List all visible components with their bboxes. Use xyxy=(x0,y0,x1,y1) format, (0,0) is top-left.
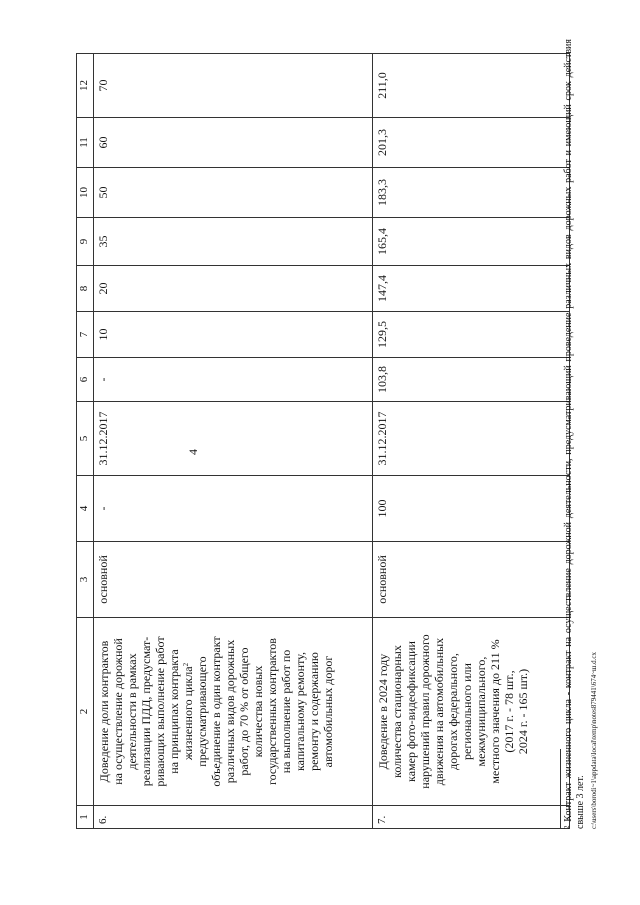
cell-value: - xyxy=(94,358,373,402)
header-cell: 3 xyxy=(77,542,94,618)
header-cell: 11 xyxy=(77,118,94,168)
header-cell: 10 xyxy=(77,168,94,218)
row-number: 6. xyxy=(94,806,373,829)
cell-base-date: 31.12.2017 xyxy=(94,402,373,476)
footnote-text: Контракт жизненного цикла - контракт на осуществление дорожной деятельности, предусматривающий проведение различных видов дорожных работ и имеющий срок действия свыше 3 лет. xyxy=(563,39,586,829)
cell-value: 10 xyxy=(94,312,373,358)
page-number: 4 xyxy=(186,449,200,455)
cell-base-value: 100 xyxy=(373,476,570,542)
cell-value: 183,3 xyxy=(373,168,570,218)
cell-value: 20 xyxy=(94,266,373,312)
cell-value: 70 xyxy=(94,54,373,118)
row-type: основной xyxy=(94,542,373,618)
row-number: 7. xyxy=(373,806,570,829)
cell-value: 35 xyxy=(94,218,373,266)
table-row xyxy=(94,54,373,829)
footnote xyxy=(563,39,587,829)
file-path-footer: c:\users\borodi~1\appdata\local\temp\notes879441\674~ш.d.сх xyxy=(590,652,598,829)
header-cell: 7 xyxy=(77,312,94,358)
cell-value: 50 xyxy=(94,168,373,218)
header-cell: 1 xyxy=(77,806,94,829)
cell-value: 129,5 xyxy=(373,312,570,358)
cell-base-value: - xyxy=(94,476,373,542)
cell-value: 211,0 xyxy=(373,54,570,118)
cell-value: 60 xyxy=(94,118,373,168)
table-row xyxy=(373,54,570,829)
cell-value: 147,4 xyxy=(373,266,570,312)
cell-value: 165,4 xyxy=(373,218,570,266)
header-row xyxy=(77,54,94,829)
header-cell: 5 xyxy=(77,402,94,476)
cell-value: 201,3 xyxy=(373,118,570,168)
cell-value: 103,8 xyxy=(373,358,570,402)
cell-base-date: 31.12.2017 xyxy=(373,402,570,476)
row-description: Доведение в 2024 году количества стационарных камер фото-видеофиксации нарушений правил дорожного движения на автомобильных дорогах федерального, регионального или межмуниципального, местного значения до 211 % (2017 г. - 78 шт., 2024 г. - 165 шт.) xyxy=(373,618,570,806)
header-cell: 6 xyxy=(77,358,94,402)
header-cell: 4 xyxy=(77,476,94,542)
row-type: основной xyxy=(373,542,570,618)
row-description: Доведение доли контрактов на осуществление дорожной деятельности в рамках реализации ПДД, предусмат- ривающих выполнение работ на принципах контракта жизненного цикла$^2$ предусматривающего объединение в один контракт различных видов дорожных работ, до 70 % от общего количества новых государственных контрактов на выполнение работ по капитальному ремонту, ремонту и содержанию автомобильных дорог xyxy=(94,618,373,806)
header-cell: 8 xyxy=(77,266,94,312)
footnote-marker: 2 xyxy=(182,662,190,667)
header-cell: 2 xyxy=(77,618,94,806)
header-cell: 9 xyxy=(77,218,94,266)
indicators-table xyxy=(76,53,570,829)
footnote-number: 2 xyxy=(563,825,571,829)
footnote-separator xyxy=(560,749,561,829)
header-cell: 12 xyxy=(77,54,94,118)
